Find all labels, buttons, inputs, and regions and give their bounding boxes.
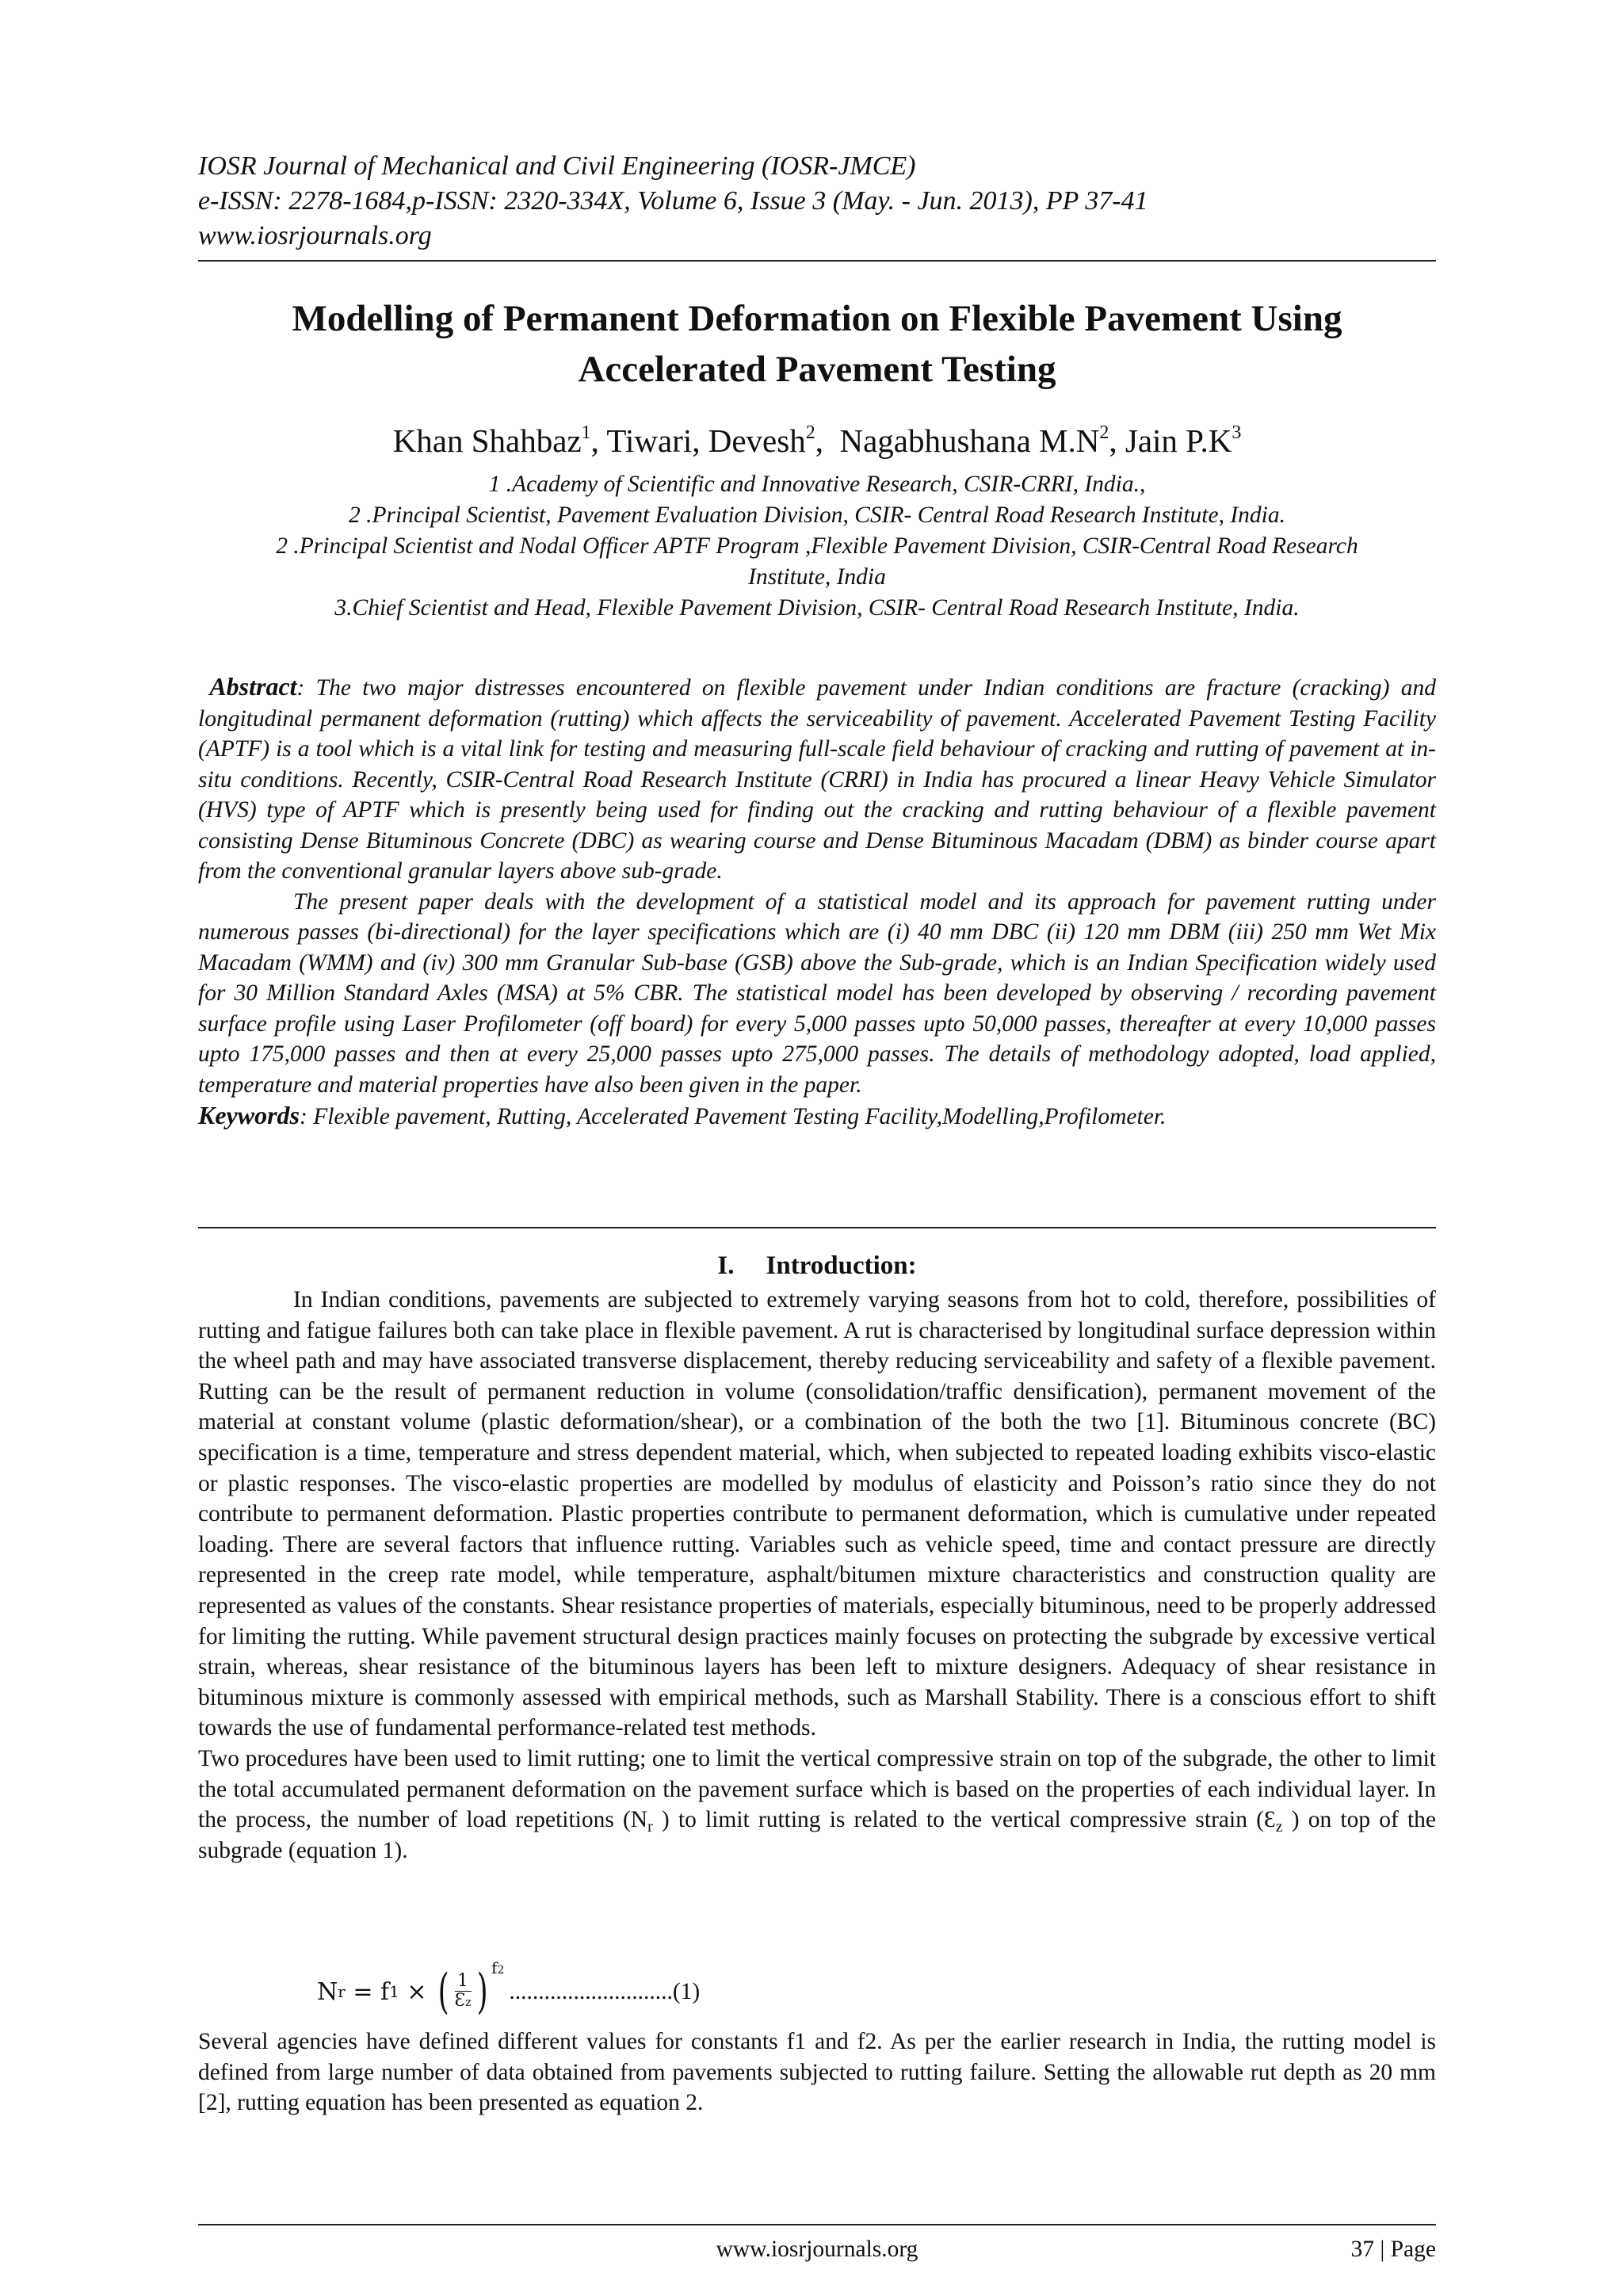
journal-header bbox=[198, 149, 1436, 254]
keywords bbox=[198, 1100, 1436, 1133]
abstract-text-1: The two major distresses encountered on flexible pavement under Indian conditions are fracture (cracking) and longitudinal permanent deformation (rutting) which affects the serviceability of pavement. Accelerated Pavement Testing Facility (APTF) is a tool which is a vital link for testing and measuring full-scale field behaviour of cracking and rutting of pavement at in-situ conditions. Recently, CSIR-Central Road Research Institute (CRRI) in India has procured a linear Heavy Vehicle Simulator (HVS) type of APTF which is presently being used for finding out the cracking and rutting behaviour of a flexible pavement consisting Dense Bituminous Concrete (DBC) as wearing course and Dense Bituminous Macadam (DBM) as binder course apart from the conventional granular layers above sub-grade. bbox=[198, 675, 1437, 884]
intro-paragraph-3: Several agencies have defined different values for constants f1 and f2. As per the earlier research in India, the rutting model is defined from large number of data obtained from pavements subjected to rutting failure. Setting the allowable rut depth as 20 mm [2], rutting equation has been presented as equation 2. bbox=[198, 2029, 1436, 2116]
equation-1: N r = f 1 × ( $\frac{1}{Ɛz}$ ) f2 ............................(1) bbox=[317, 1958, 701, 2019]
header-rule bbox=[198, 260, 1436, 262]
page-number: 37 | Page bbox=[1350, 2237, 1436, 2262]
left-paren: ( bbox=[437, 1964, 449, 2019]
right-paren: ) bbox=[476, 1964, 488, 2019]
intro-paragraph-2: Two procedures have been used to limit rutting; one to limit the vertical compressive strain on top of the subgrade, the other to limit the total accumulated permanent deformation on the pavement surface which is based on the properties of each individual layer. In the process, the number of load repetitions ($N_r$ ) to limit rutting is related to the vertical compressive strain ($Ɛ_z$ ) on top of the subgrade (equation 1). bbox=[198, 1745, 1436, 1863]
introduction-body bbox=[198, 1285, 1436, 1866]
journal-website: www.iosrjournals.org bbox=[198, 221, 432, 250]
section-number: I. bbox=[717, 1251, 735, 1280]
author-2: Tiwari, Devesh$^2$, bbox=[606, 422, 840, 459]
journal-issn-volume: e-ISSN: 2278-1684,p-ISSN: 2320-334X, Volume 6, Issue 3 (May. - Jun. 2013), PP 37-41 bbox=[198, 186, 1148, 216]
keywords-text: : Flexible pavement, Rutting, Accelerated Pavement Testing Facility,Modelling,Profilometer. bbox=[300, 1104, 1167, 1129]
author-4: Jain $P.K^3$ bbox=[1125, 422, 1242, 459]
abstract-paragraph-1: Abstract: The two major distresses encountered on flexible pavement under Indian conditions are fracture (cracking) and longitudinal permanent deformation (rutting) which affects the serviceability of pavement. Accelerated Pavement Testing Facility (APTF) is a tool which is a vital link for testing and measuring full-scale field behaviour of cracking and rutting of pavement at in-situ conditions. Recently, CSIR-Central Road Research Institute (CRRI) in India has procured a linear Heavy Vehicle Simulator (HVS) type of APTF which is presently being used for finding out the cracking and rutting behaviour of a flexible pavement consisting Dense Bituminous Concrete (DBC) as wearing course and Dense Bituminous Macadam (DBM) as binder course apart from the conventional granular layers above sub-grade. bbox=[198, 672, 1437, 884]
equation-number: ............................(1) bbox=[509, 1978, 701, 2004]
affiliation-4: 3.Chief Scientist and Head, Flexible Pavement Division, CSIR- Central Road Research Institute, India. bbox=[334, 595, 1300, 621]
author-3: Nagabhushana $M.N^2$, bbox=[839, 422, 1125, 459]
affiliation-2: 2 .Principal Scientist, Pavement Evaluation Division, CSIR- Central Road Research Institute, India. bbox=[349, 502, 1285, 528]
intro-paragraph-1: In Indian conditions, pavements are subjected to extremely varying seasons from hot to cold, therefore, possibilities of rutting and fatigue failures both can take place in flexible pavement. A rut is characterised by longitudinal surface depression within the wheel path and may have associated transverse displacement, thereby reducing serviceability and safety of a flexible pavement. Rutting can be the result of permanent reduction in volume (consolidation/traffic densification), permanent movement of the material at constant volume (plastic deformation/shear), or a combination of the both the two [1]. Bituminous concrete (BC) specification is a time, temperature and stress dependent material, which, when subjected to repeated loading exhibits visco-elastic or plastic responses. The visco-elastic properties are modelled by modulus of elasticity and Poisson’s ratio since they do not contribute to permanent deformation. Plastic properties contribute to permanent deformation, which is cumulative under repeated loading. There are several factors that influence rutting. Variables such as vehicle speed, time and contact pressure are directly represented in the creep rate model, while temperature, asphalt/bitumen mixture characteristics and construction quality are represented as values of the constants. Shear resistance properties of materials, especially bituminous, need to be properly addressed for limiting the rutting. While pavement structural design practices mainly focuses on protecting the subgrade by excessive vertical strain, whereas, shear resistance of the bituminous layers has been left to mixture designers. Adequacy of shear resistance in bituminous mixture is commonly assessed with empirical methods, such as Marshall Stability. There is a conscious effort to shift towards the use of fundamental performance-related test methods. bbox=[198, 1287, 1436, 1741]
abstract-label: Abstract bbox=[209, 672, 297, 701]
affiliation-1: 1 .Academy of Scientific and Innovative Research, CSIR-CRRI, India., bbox=[488, 472, 1146, 497]
title-line-1: Modelling of Permanent Deformation on Flexible Pavement Using bbox=[292, 298, 1342, 339]
footer-website: www.iosrjournals.org bbox=[716, 2237, 918, 2262]
affiliations bbox=[198, 469, 1436, 624]
keywords-label: Keywords bbox=[198, 1101, 300, 1129]
equation-exponent: f2 bbox=[491, 1958, 505, 1977]
title-line-2: Accelerated Pavement Testing bbox=[578, 349, 1056, 390]
equation-fraction: $\frac{1}{Ɛz}$ bbox=[454, 1970, 472, 2011]
section-heading bbox=[198, 1250, 1436, 1282]
introduction-body-continued bbox=[198, 2027, 1436, 2118]
journal-name: IOSR Journal of Mechanical and Civil Engineering (IOSR-JMCE) bbox=[198, 151, 916, 181]
abstract-paragraph-2: The present paper deals with the development of a statistical model and its approach for pavement rutting under numerous passes (bi-directional) for the layer specifications which are (i) 40 mm DBC (ii) 120 mm DBM (iii) 250 mm Wet Mix Macadam (WMM) and (iv) 300 mm Granular Sub-base (GSB) above the Sub-grade, which is an Indian Specification widely used for 30 Million Standard Axles (MSA) at 5% CBR. The statistical model has been developed by observing / recording pavement surface profile using Laser Profilometer (off board) for every 5,000 passes upto 50,000 passes, thereafter at every 10,000 passes upto 175,000 passes and then at every 25,000 passes upto 275,000 passes. The details of methodology adopted, load applied, temperature and material properties have also been given in the paper. bbox=[198, 888, 1436, 1098]
abstract bbox=[198, 671, 1436, 1133]
author-list bbox=[198, 420, 1436, 461]
affiliation-3: 2 .Principal Scientist and Nodal Officer APTF Program ,Flexible Pavement Division, CSIR-Central Road Research Institute, India bbox=[276, 533, 1358, 590]
footer-rule bbox=[198, 2224, 1436, 2225]
abstract-rule bbox=[198, 1227, 1436, 1228]
paper-title bbox=[198, 293, 1436, 395]
section-title: Introduction: bbox=[766, 1251, 917, 1280]
author-1: Khan Shahbaz$^1$, bbox=[392, 422, 607, 459]
